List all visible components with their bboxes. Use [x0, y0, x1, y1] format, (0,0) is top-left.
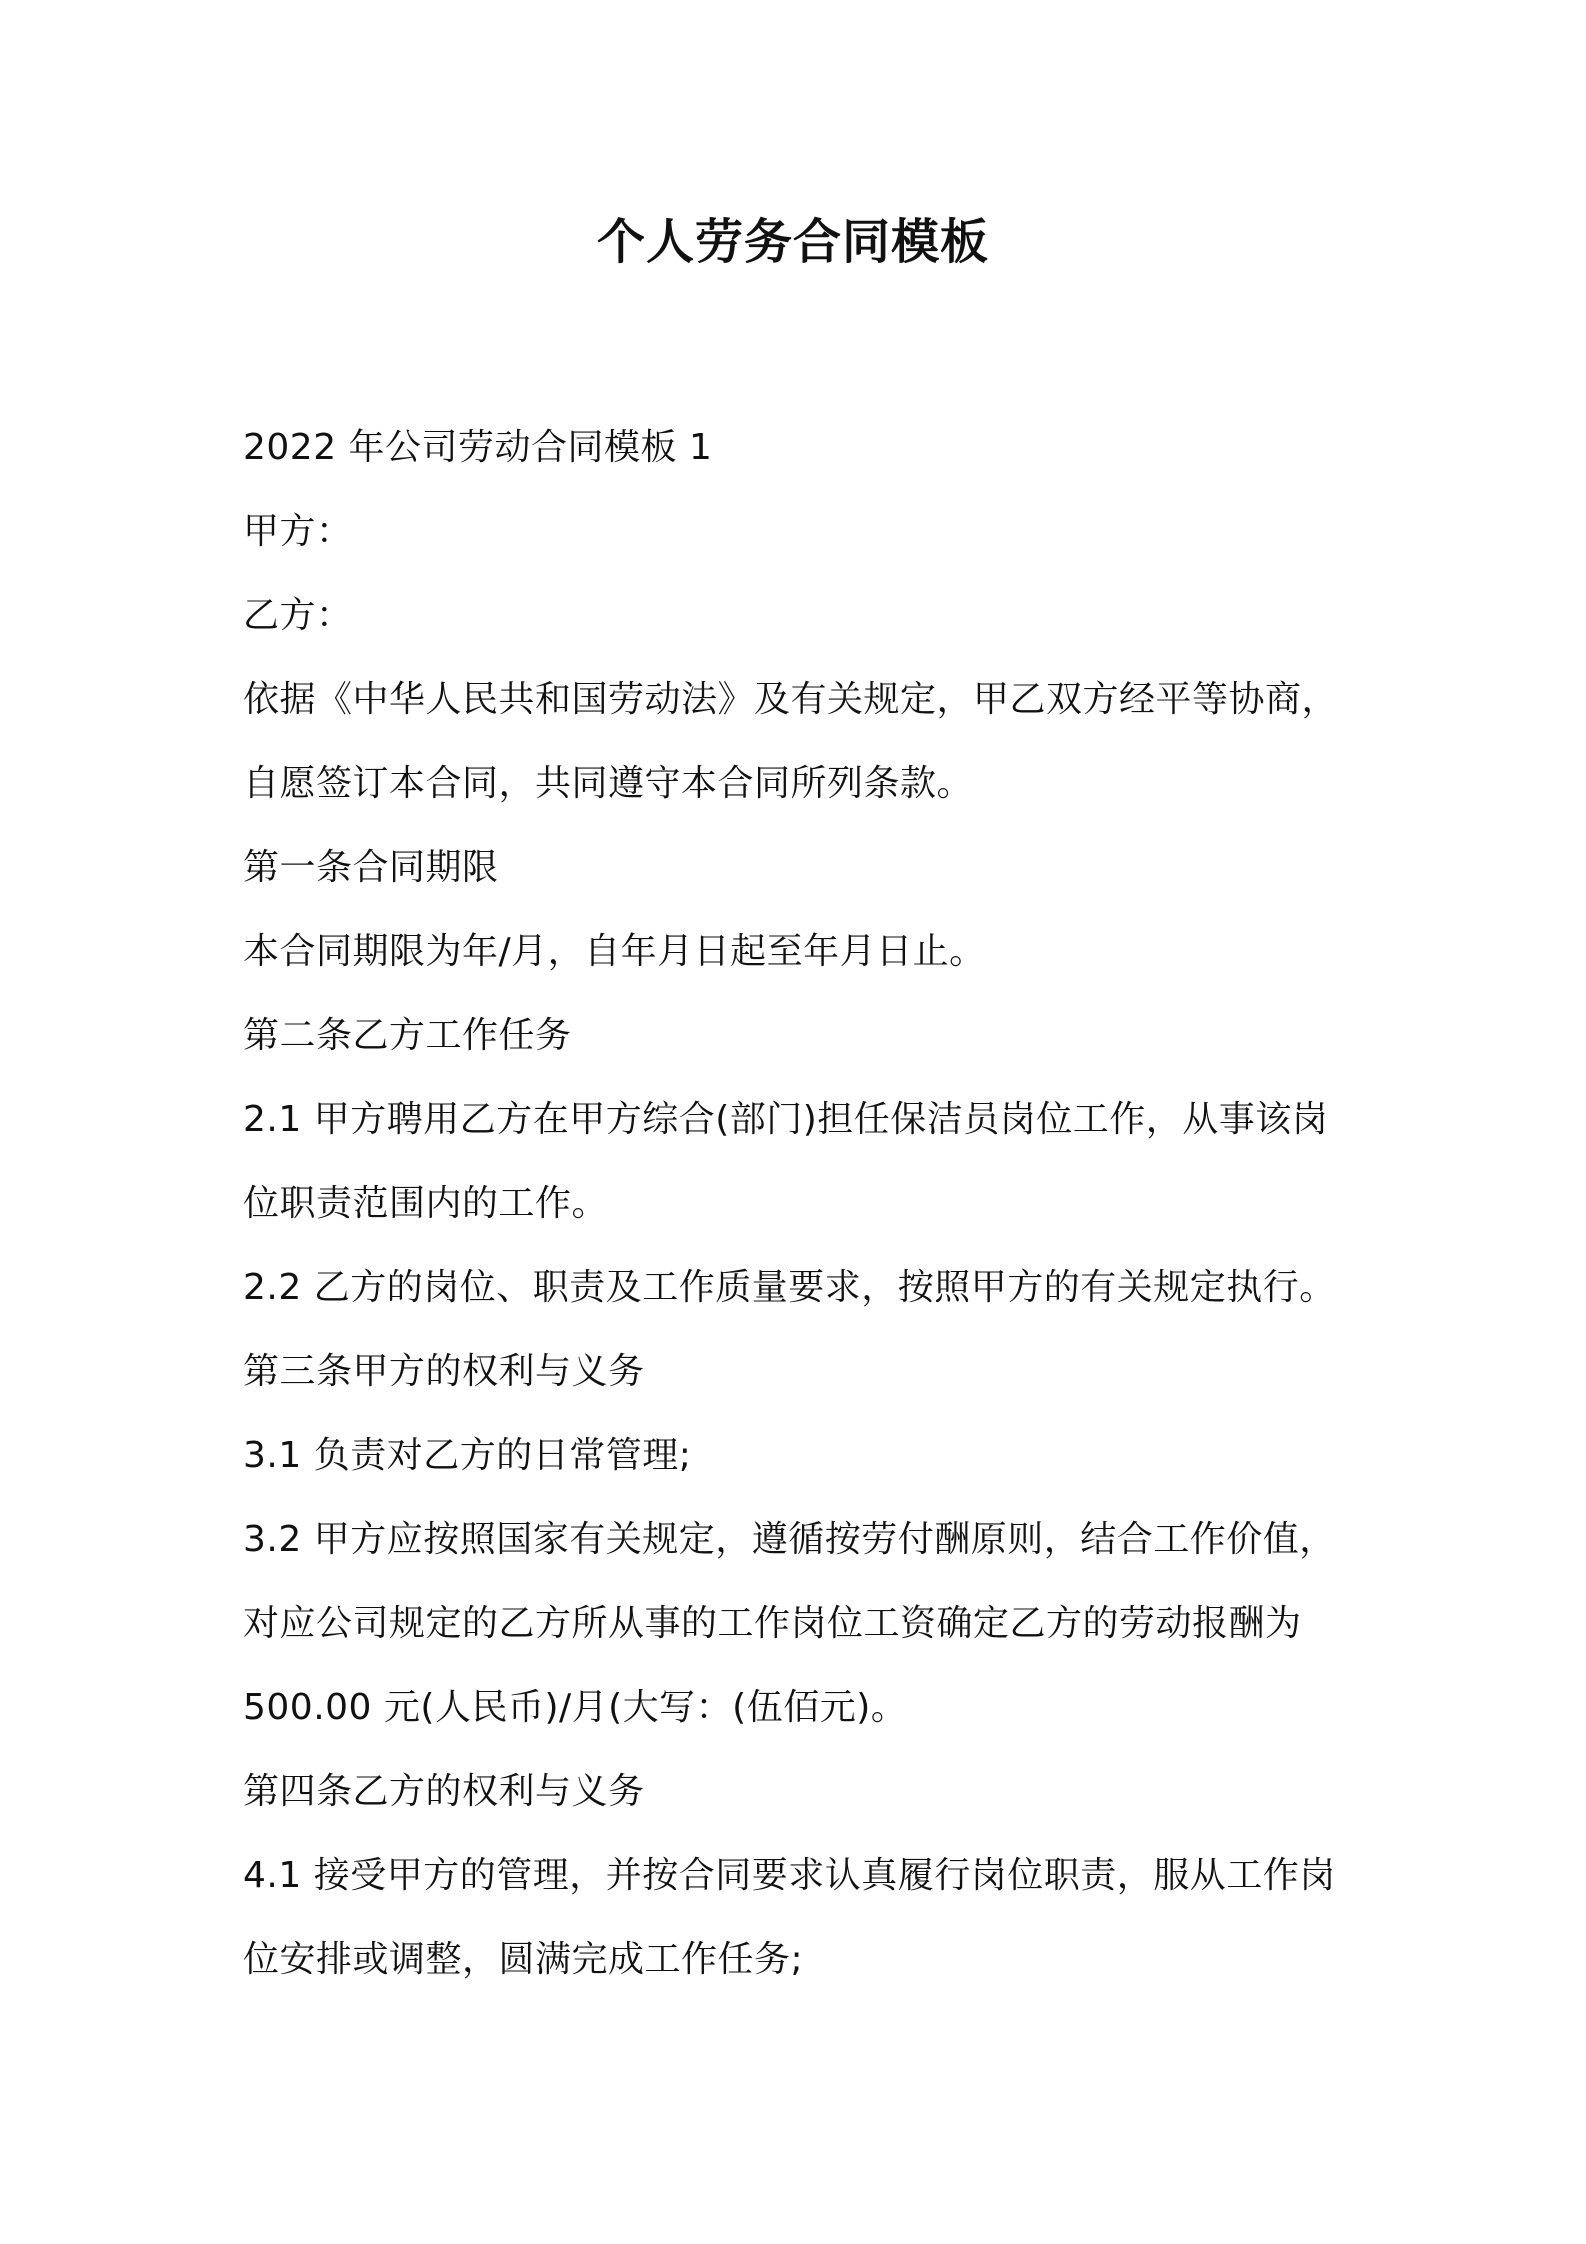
article-1-heading: 第一条合同期限	[243, 847, 499, 888]
contract-template-heading: 2022 年公司劳动合同模板 1	[243, 427, 713, 468]
document-body	[243, 406, 1363, 2002]
clause-3-2-line-3: 500.00 元(人民币)/月(大写：(伍佰元)。	[243, 1687, 908, 1728]
party-a-line: 甲方：	[243, 511, 353, 552]
clause-2-1-line-2: 位职责范围内的工作。	[243, 1183, 609, 1224]
article-1-text: 本合同期限为年/月，自年月日起至年月日止。	[243, 931, 986, 972]
clause-3-2-line-2: 对应公司规定的乙方所从事的工作岗位工资确定乙方的劳动报酬为	[243, 1603, 1302, 1644]
party-b-line: 乙方：	[243, 595, 353, 636]
preamble-line-2: 自愿签订本合同，共同遵守本合同所列条款。	[243, 763, 974, 804]
article-2-heading: 第二条乙方工作任务	[243, 1015, 572, 1056]
clause-4-1-line-2: 位安排或调整，圆满完成工作任务;	[243, 1939, 804, 1980]
article-4-heading: 第四条乙方的权利与义务	[243, 1771, 645, 1812]
clause-2-2: 2.2 乙方的岗位、职责及工作质量要求，按照甲方的有关规定执行。	[243, 1267, 1336, 1308]
preamble-line-1: 依据《中华人民共和国劳动法》及有关规定，甲乙双方经平等协商，	[243, 679, 1339, 720]
document-title: 个人劳务合同模板	[596, 214, 989, 270]
clause-2-1-line-1: 2.1 甲方聘用乙方在甲方综合(部门)担任保洁员岗位工作，从事该岗	[243, 1099, 1329, 1140]
clause-3-1: 3.1 负责对乙方的日常管理;	[243, 1435, 692, 1476]
clause-3-2-line-1: 3.2 甲方应按照国家有关规定，遵循按劳付酬原则，结合工作价值，	[243, 1519, 1336, 1560]
clause-4-1-line-1: 4.1 接受甲方的管理，并按合同要求认真履行岗位职责，服从工作岗	[243, 1855, 1336, 1896]
article-3-heading: 第三条甲方的权利与义务	[243, 1351, 645, 1392]
